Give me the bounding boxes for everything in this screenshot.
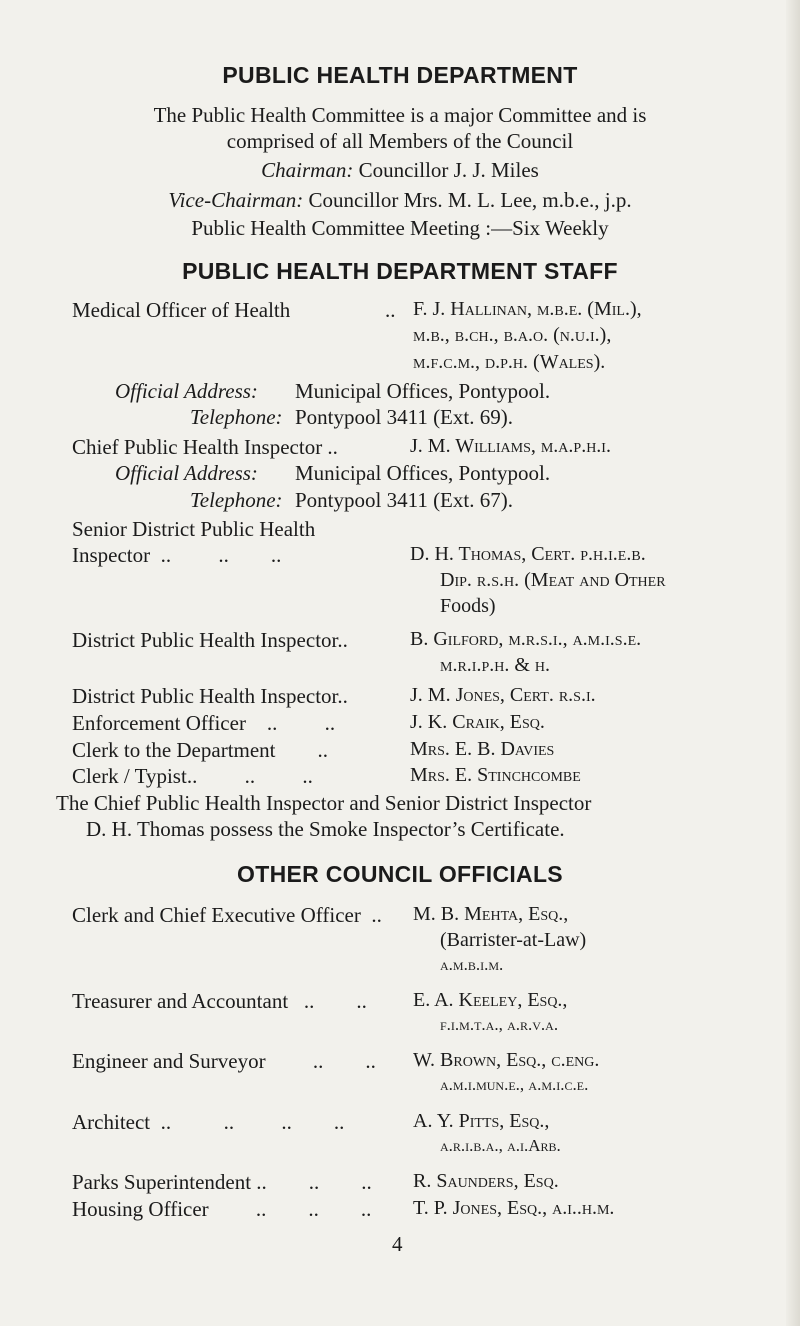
enforcement-label: Enforcement Officer .. ..: [72, 711, 336, 735]
clerk-name: Mrs. E. B. Davies: [410, 738, 555, 760]
ceo-name-3: a.m.b.i.m.: [440, 955, 504, 974]
moh-label: Medical Officer of Health: [72, 298, 291, 322]
ceo-name-1: M. B. Mehta, Esq.,: [413, 903, 569, 925]
note-line-2: [86, 817, 565, 842]
cphi-address: Municipal Offices, Pontypool.: [295, 461, 551, 485]
meeting-line: Public Health Committee Meeting :—Six Weekly: [191, 216, 609, 240]
housing-name: T. P. Jones, Esq., a.i..h.m.: [413, 1197, 615, 1219]
intro-line-1: The Public Health Committee is a major Committee and is: [153, 103, 647, 127]
dphi1-name-2: m.r.i.p.h. & h.: [440, 654, 551, 676]
parks-label: Parks Superintendent .. .. ..: [72, 1170, 372, 1194]
moh-name-1: F. J. Hallinan, m.b.e. (Mil.),: [413, 298, 642, 320]
cphi-name: J. M. Williams, m.a.p.h.i.: [410, 435, 611, 457]
moh-address: Municipal Offices, Pontypool.: [295, 379, 551, 403]
cphi-label: Chief Public Health Inspector ..: [72, 435, 338, 459]
cphi-address-label: Official Address:: [115, 461, 258, 485]
sdphi-name-1: D. H. Thomas, Cert. p.h.i.e.b.: [410, 543, 646, 565]
note-line-2-text: D. H. Thomas possess the Smoke Inspector’s Certificate.: [86, 817, 565, 841]
chairman-label: Chairman:: [261, 158, 354, 182]
moh-phone: Pontypool 3411 (Ext. 69).: [295, 405, 513, 429]
typist-label: Clerk / Typist.. .. ..: [72, 764, 313, 788]
intro-line-2: comprised of all Members of the Council: [226, 129, 574, 153]
staff-heading: PUBLIC HEALTH DEPARTMENT STAFF: [182, 258, 618, 284]
page-edge-shadow: [786, 0, 800, 1326]
engineer-name-2: a.m.i.mun.e., a.m.i.c.e.: [440, 1075, 589, 1094]
cphi-phone-label: Telephone:: [190, 488, 283, 512]
sdphi-name-3: Foods): [440, 595, 496, 617]
housing-label: Housing Officer .. .. ..: [72, 1197, 372, 1221]
architect-name-1: A. Y. Pitts, Esq.,: [413, 1110, 550, 1132]
sdphi-label-2: Inspector .. .. ..: [72, 543, 282, 567]
chairman-line: [0, 158, 800, 183]
ceo-name-2: (Barrister-at-Law): [440, 929, 587, 951]
vice-chairman-value: Councillor Mrs. M. L. Lee, m.b.e., j.p.: [308, 188, 632, 212]
other-officials-heading: OTHER COUNCIL OFFICIALS: [237, 861, 563, 887]
dphi1-name-1: B. Gilford, m.r.s.i., a.m.i.s.e.: [410, 628, 642, 650]
note-line-1: The Chief Public Health Inspector and Senior District Inspector: [56, 791, 592, 815]
sdphi-label-1: Senior District Public Health: [72, 517, 316, 541]
sdphi-name-2-text: Dip. r.s.h. (Meat and Other: [440, 569, 666, 591]
treasurer-name-1: E. A. Keeley, Esq.,: [413, 989, 568, 1011]
engineer-label: Engineer and Surveyor .. ..: [72, 1049, 376, 1073]
treasurer-name-2: f.i.m.t.a., a.r.v.a.: [440, 1015, 559, 1034]
parks-name: R. Saunders, Esq.: [413, 1170, 559, 1192]
dphi2-label: District Public Health Inspector..: [72, 684, 348, 708]
dphi2-name: J. M. Jones, Cert. r.s.i.: [410, 684, 596, 706]
architect-label: Architect .. .. .. ..: [72, 1110, 345, 1134]
moh-name-2: m.b., b.ch., b.a.o. (n.u.i.),: [413, 324, 612, 346]
moh-name-3: m.f.c.m., d.p.h. (Wales).: [413, 351, 606, 373]
page-number: 4: [392, 1232, 403, 1256]
ceo-label: Clerk and Chief Executive Officer ..: [72, 903, 382, 927]
moh-dots: ..: [385, 298, 396, 322]
architect-name-2: a.r.i.b.a., a.i.Arb.: [440, 1136, 561, 1155]
moh-phone-label: Telephone:: [190, 405, 283, 429]
enforcement-name: J. K. Craik, Esq.: [410, 711, 545, 733]
moh-address-label: Official Address:: [115, 379, 258, 403]
dphi1-label: District Public Health Inspector..: [72, 628, 348, 652]
vice-chairman-label: Vice-Chairman:: [168, 188, 304, 212]
typist-name: Mrs. E. Stinchcombe: [410, 764, 581, 786]
sdphi-name-2: [440, 569, 666, 592]
page-title: PUBLIC HEALTH DEPARTMENT: [222, 62, 578, 88]
vice-chairman-line: [0, 188, 800, 213]
engineer-name-1: W. Brown, Esq., c.eng.: [413, 1049, 600, 1071]
treasurer-label: Treasurer and Accountant .. ..: [72, 989, 367, 1013]
clerk-label: Clerk to the Department ..: [72, 738, 329, 762]
cphi-phone: Pontypool 3411 (Ext. 67).: [295, 488, 513, 512]
chairman-value: Councillor J. J. Miles: [358, 158, 539, 182]
